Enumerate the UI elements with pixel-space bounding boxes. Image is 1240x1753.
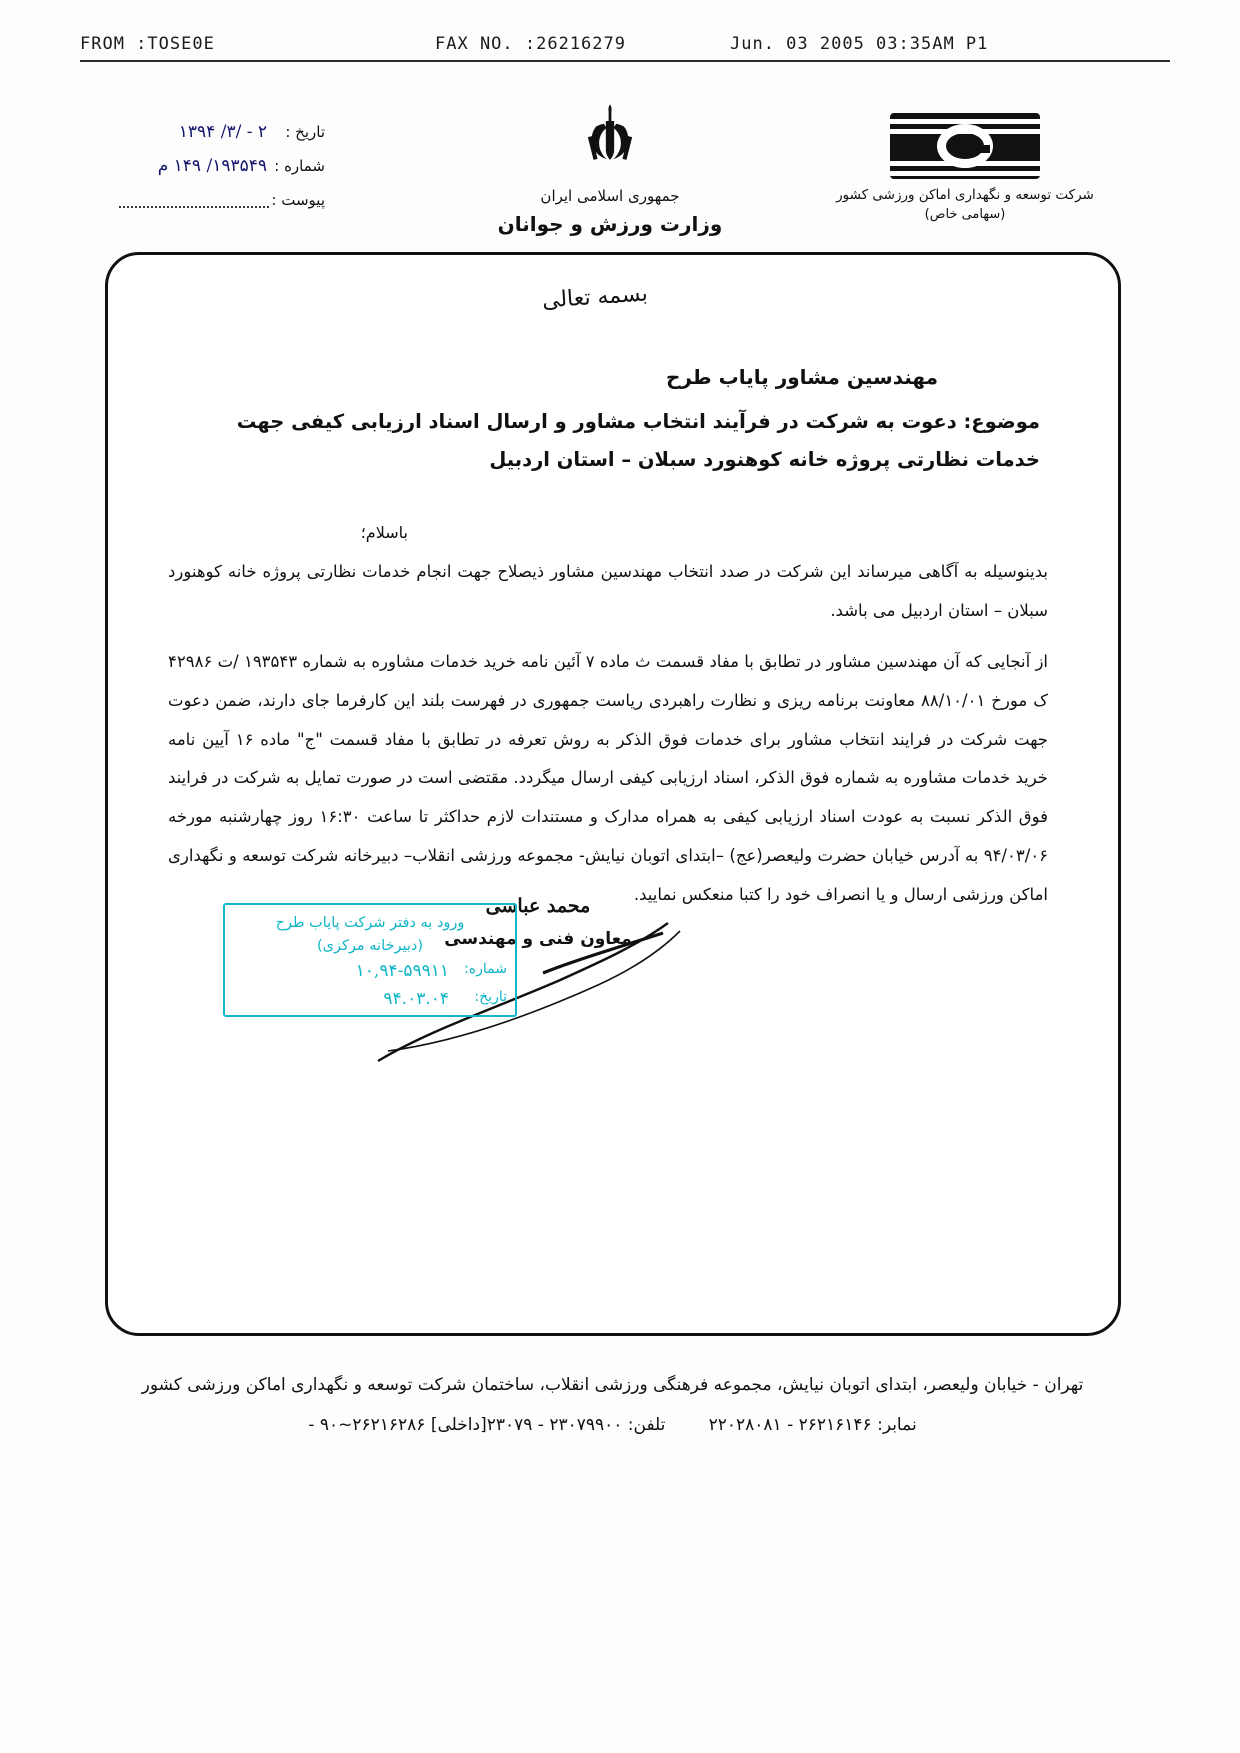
meta-label-attachment: پیوست :: [271, 191, 325, 209]
company-type-label: (سهامی خاص): [924, 207, 1006, 222]
iran-emblem-icon: [575, 103, 645, 175]
meta-row-number: [95, 149, 325, 183]
footer-address-line: تهران - خیابان ولیعصر، ابتدای اتوبان نیایش، مجموعه فرهنگی ورزشی انقلاب، ساختمان شرکت توسعه و نگهداری اماکن ورزشی کشور: [141, 1375, 1084, 1395]
letter-footer: [105, 1368, 1120, 1443]
meta-dotted-line: [119, 206, 269, 208]
body-paragraph-1: بدینوسیله به آگاهی میرساند این شرکت در صدد انتخاب مهندسین مشاور ذیصلاح جهت انجام خدمات نظارتی پروژه خانه کوهنورد سبلان – استان اردبیل می باشد.: [168, 562, 1048, 620]
salutation-text: باسلام؛: [360, 523, 408, 542]
body-paragraph-2: از آنجایی که آن مهندسین مشاور در تطابق با مفاد قسمت ث ماده ۷ آئین نامه خرید خدمات مشاوره به شماره ۱۹۳۵۴۳ /ت ۴۲۹۸۶ ک مورخ ۸۸/۱۰/۰۱ معاونت برنامه ریزی و نظارت راهبردی ریاست جمهوری در فهرست بلند این کارفرما جای دارند، ضمن دعوت جهت شرکت در فرایند انتخاب مشاور برای خدمات فوق الذکر به روش تعرفه در تطابق با مفاد قسمت "ج" ماده ۱۶ آیین نامه خرید خدمات مشاوره به شماره فوق الذکر، اسناد ارزیابی کیفی ارسال میگردد. مقتضی است در صورت تمایل به شرکت در فرایند فوق الذکر نسبت به عودت اسناد ارزیابی کیفی به همراه مدارک و مستندات لازم حداکثر تا ساعت ۱۶:۳۰ روز چهارشنبه مورخه ۹۴/۰۳/۰۶ به آدرس خیابان حضرت ولیعصر(عج) –ابتدای اتوبان نیایش- مجموعه ورزشی انقلاب– دبیرخانه شرکت توسعه و نگهداری اماکن ورزشی ارسال و یا انصراف خود را کتبا منعکس نمایید.: [168, 652, 1049, 904]
stamp-number-value: ۱۰,۹۴-۵۹۹۱۱: [355, 961, 449, 982]
fax-header-divider: [80, 60, 1170, 62]
addressee-label: مهندسین مشاور پایاب طرح: [665, 365, 938, 389]
ministry-branding: [430, 95, 790, 236]
fax-timestamp-label: Jun. 03 2005 03:35AM P1: [730, 34, 989, 54]
basmala-text: بسمه تعالی: [541, 281, 649, 314]
stamp-number-row: [225, 961, 515, 985]
fax-header: [80, 30, 1170, 64]
meta-row-date: [95, 115, 325, 149]
ministry-country-label: جمهوری اسلامی ایران: [540, 187, 680, 205]
meta-value-date: ۲ - /۳/ ۱۳۹۴: [178, 122, 267, 142]
fax-from-label: FROM :TOSE0E: [80, 34, 215, 54]
ministry-name-label: وزارت ورزش و جوانان: [497, 212, 723, 236]
stamp-date-label: تاریخ:: [474, 989, 507, 1006]
signatory-title: معاون فنی و مهندسی: [444, 929, 632, 949]
meta-row-attachment: [95, 183, 325, 217]
meta-value-number: ۱۹۳۵۴۹/ ۱۴۹ م: [157, 156, 267, 176]
footer-phone-label: تلفن: ۲۳۰۷۹۹۰۰ - ۲۳۰۷۹[داخلی] ۲۶۲۱۶۲۸۶~۹۰ -: [308, 1414, 666, 1435]
stamp-date-value: ۹۴.۰۳.۰۴: [383, 989, 449, 1010]
company-branding: [800, 113, 1130, 222]
stamp-number-label: شماره:: [464, 961, 507, 978]
meta-label-number: شماره :: [274, 157, 325, 175]
letter-body: [105, 252, 1121, 1336]
fax-number-label: FAX NO. :26216279: [435, 34, 626, 54]
company-logo-icon: [890, 113, 1040, 179]
stamp-title-line-2: (دبیرخانه مرکزی): [316, 938, 423, 955]
letterhead: [0, 95, 1240, 255]
signatory-name: محمد عباسی: [485, 895, 591, 917]
stamp-title-line-1: ورود به دفتر شرکت پایاب طرح: [275, 915, 465, 931]
stamp-date-row: [225, 989, 515, 1013]
footer-contact-line: [105, 1408, 1120, 1444]
meta-label-date: تاریخ :: [285, 123, 325, 141]
letter-meta-block: [95, 115, 325, 217]
received-stamp: [223, 903, 517, 1017]
subject-line: موضوع: دعوت به شرکت در فرآیند انتخاب مشاور و ارسال اسناد ارزیابی کیفی جهت خدمات نظارتی پروژه خانه کوهنورد سبلان – استان اردبیل: [236, 410, 1040, 472]
footer-fax-label: نمابر: ۲۶۲۱۶۱۴۶ - ۲۲۰۲۸۰۸۱: [708, 1414, 917, 1435]
company-name-label: شرکت توسعه و نگهداری اماکن ورزشی کشور: [836, 187, 1094, 203]
